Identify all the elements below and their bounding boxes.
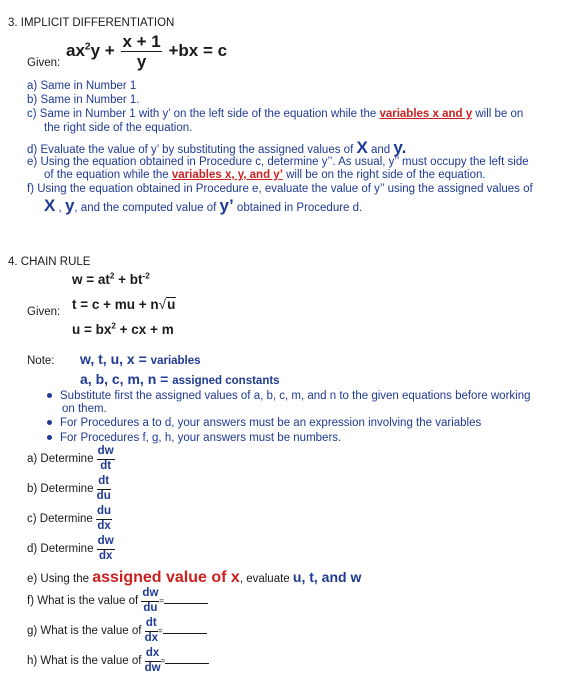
determine-c: c) Determine $\frac{du}{dx}$ — [27, 505, 112, 532]
given-label-4: Given: — [27, 306, 61, 318]
given-label-3: Given: — [27, 57, 61, 69]
value-h: h) What is the value of $\frac{dx}{dw}$ = — [27, 648, 209, 674]
determine-b: b) Determine $\frac{dt}{du}$ — [27, 475, 111, 502]
item-3c-line1: c) Same in Number 1 with y’ on the left side of the equation while the variables x and y will be on — [27, 108, 524, 120]
item-3f-line2: X , y, and the computed value of y’ obtained in Procedure d. — [44, 196, 363, 215]
item-3c-line2: the right side of the equation. — [44, 122, 193, 134]
section-3-heading: 3. IMPLICIT DIFFERENTIATION — [8, 17, 175, 29]
answer-blank-h[interactable] — [165, 653, 209, 664]
note-variables: w, t, u, x = variables — [80, 351, 201, 367]
item-4e: e) Using the assigned value of x, evaluate u, t, and w — [27, 569, 362, 586]
value-g: g) What is the value of $\frac{dt}{dx}$ = — [27, 618, 207, 644]
answer-blank-g[interactable] — [163, 623, 207, 634]
item-3a: a) Same in Number 1 — [27, 80, 137, 92]
section-4-heading: 4. CHAIN RULE — [8, 256, 91, 268]
determine-a: a) Determine $\frac{dw}{dt}$ — [27, 445, 114, 472]
note-label: Note: — [27, 355, 55, 367]
bullet-1: Substitute first the assigned values of a, b, c, m, and n to the given equations before working — [47, 390, 531, 402]
implicit-equation: $ax^2y$ + $\frac{x + 1}{y}$ +bx = c — [66, 32, 228, 71]
value-f: f) What is the value of $\frac{dw}{du}$ = — [27, 588, 208, 614]
chain-eq-u: $u = bx^2$ + cx + m — [72, 321, 174, 337]
note-constants: a, b, c, m, n = assigned constants — [80, 371, 280, 387]
bullet-1-cont: on them. — [62, 403, 107, 415]
bullet-3: For Procedures f, g, h, your answers must be numbers. — [47, 432, 341, 444]
item-3d: d) Evaluate the value of y’ by substituting the assigned values of X and y. — [27, 138, 407, 157]
bullet-2: For Procedures a to d, your answers must be an expression involving the variables — [47, 417, 481, 429]
chain-eq-w: $w = at^2 + bt^{-2}$ — [72, 271, 150, 287]
determine-d: d) Determine $\frac{dw}{dx}$ — [27, 535, 114, 562]
item-3b: b) Same in Number 1. — [27, 94, 140, 106]
item-3f-line1: f) Using the equation obtained in Procedure e, evaluate the value of y’’ using the assigned values of — [27, 183, 533, 195]
item-3e-line1: e) Using the equation obtained in Procedure c, determine y’’. As usual, y’’ must occupy the left side — [27, 156, 529, 168]
answer-blank-f[interactable] — [164, 593, 208, 604]
chain-eq-t: t = c + mu + n√u — [72, 297, 176, 312]
item-3e-line2: of the equation while the variables x, y, and y’ will be on the right side of the equation. — [44, 169, 486, 181]
